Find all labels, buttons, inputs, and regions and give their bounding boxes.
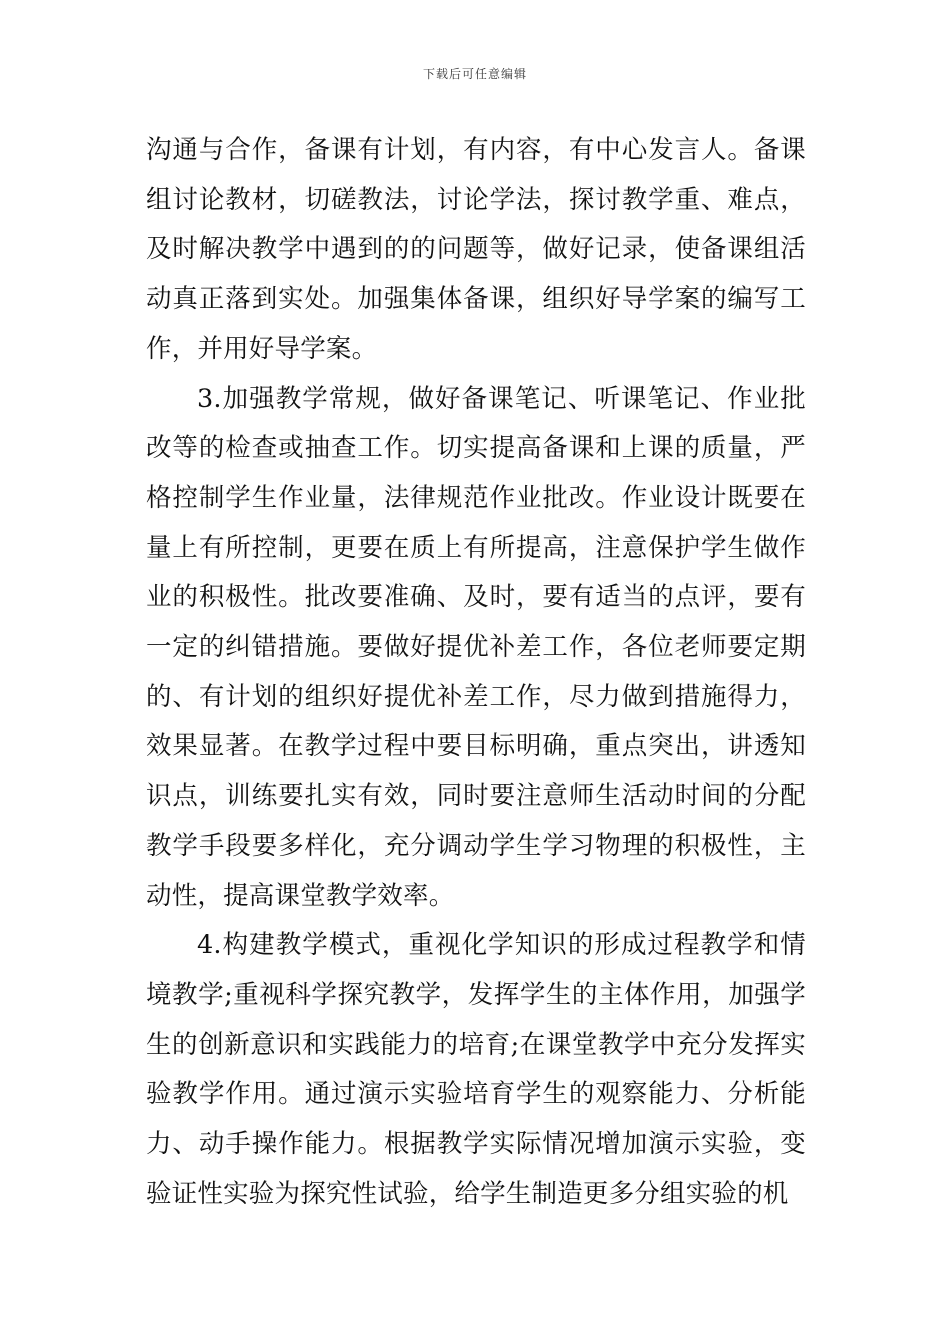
paragraph-item-3: 3.加强教学常规，做好备课笔记、听课笔记、作业批改等的检查或抽查工作。切实提高备课和上课的质量，严格控制学生作业量，法律规范作业批改。作业设计既要在量上有所控制，更要在质上有所提高，注意保护学生做作业的积极性。批改要准确、及时，要有适当的点评，要有一定的纠错措施。要做好提优补差工作，各位老师要定期的、有计划的组织好提优补差工作，尽力做到措施得力，效果显著。在教学过程中要目标明确，重点突出，讲透知识点，训练要扎实有效，同时要注意师生活动时间的分配教学手段要多样化，充分调动学生学习物理的积极性，主动性，提高课堂教学效率。: [146, 383, 806, 911]
page-header: 下载后可任意编辑: [422, 67, 527, 81]
paragraph-item-4: 4.构建教学模式，重视化学知识的形成过程教学和情境教学;重视科学探究教学，发挥学生的主体作用，加强学生的创新意识和实践能力的培育;在课堂教学中充分发挥实验教学作用。通过演示实验培育学生的观察能力、分析能力、动手操作能力。根据教学实际情况增加演示实验，变验证性实验为探究性试验，给学生制造更多分组实验的机: [146, 930, 806, 1209]
paragraph-continuation: 沟通与合作，备课有计划，有内容，有中心发言人。备课组讨论教材，切磋教法，讨论学法，探讨教学重、难点，及时解决教学中遇到的的问题等，做好记录，使备课组活动真正落到实处。加强集体备课，组织好导学案的编写工作，并用好导学案。: [146, 135, 806, 364]
document-body: [146, 126, 806, 1219]
